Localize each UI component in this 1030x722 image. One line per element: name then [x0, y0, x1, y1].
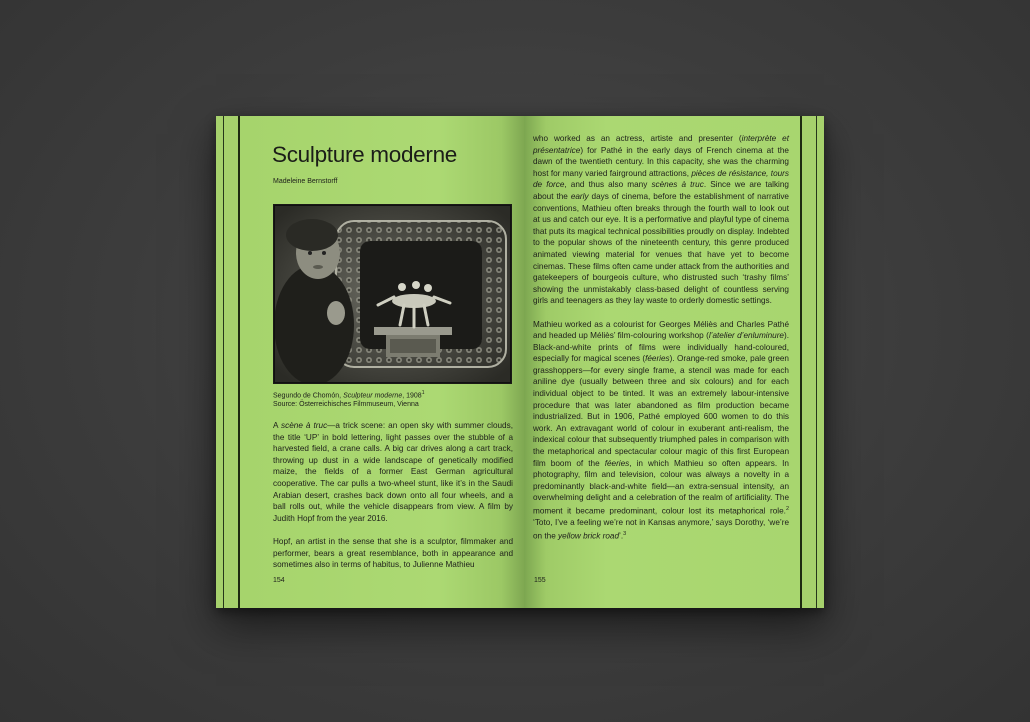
italic-text: early: [570, 191, 589, 201]
film-still-image: [273, 204, 512, 384]
left-page: [240, 116, 524, 608]
left_page-paragraph: [273, 420, 513, 524]
text-run: ). Orange-red smoke, pale green grasshoppers—for every single frame, a stencil was made for each aniline dye (usually between three and six colours) and for each individual object to be tinted. It was an extremely labour-intensive procedure that was later abandoned as film production became industrialized. But in 1906, Pathé employed 600 women to do this work. An extravagant world of colour in exuberant anti-realism, the indexical colour that subsequently triumphed pales in comparison with the metaphorical and spectacular colour magic of this first European film boom of the: [533, 354, 789, 468]
text-run: days of cinema, before the establishment of narrative conventions, Mathieu often breaks through the fourth wall to look out at us and catch our eye. It is a performative and playful type of cinema that puts its magical technical possibilities proudly on display. Indebted to the popular shows of the nineteenth century, this genre produced animated viewing material for venues that have yet to become cinemas. These films often came under attack from the authorities and gatekeepers of bourgeois culture, who distrusted such ‘trashy films’ showing the unmistakably class-based delight of countless serving girls and teenagers as they lay waste to orderly domestic settings.: [533, 191, 789, 306]
book-edge-left: [216, 116, 240, 608]
caption-line-2: Source: Österreichisches Filmmuseum, Vienna: [273, 401, 419, 409]
right-body-text: [533, 133, 789, 554]
caption-film-title: Sculpteur moderne: [343, 392, 403, 400]
text-run: who worked as an actress, artiste and presenter (: [533, 134, 742, 143]
right_page-paragraph: [533, 133, 789, 307]
left-body-text: [273, 420, 513, 582]
text-run: ) for Pathé in the early days of French cinema at the dawn of the twentieth century. In this capacity, she was the charming host for many varied fairground attractions,: [533, 145, 789, 178]
book-edge-right: [800, 116, 824, 608]
text-run: ). Black-and-white prints of films were individually hand-coloured, especially for magical scenes (: [533, 331, 789, 364]
text-run: —a trick scene: an open sky with summer clouds, the title ‘UP’ in bold lettering, light passes over the stubble of a harvested field, a crane calls. A big car drives along a cart track, throwing up dust in a wide landscape of genetically modified maize, the fields of a former East German agricultural cooperative. The car pulls a two-wheel stunt, like it’s in the Saudi Arabian desert, crashes back down onto all four wheels, and a ball rolls out, while the vehicle disappears from view. A film by Judith Hopf from the year 2016.: [273, 421, 513, 523]
footnote-marker: 3: [623, 530, 627, 537]
right_page-paragraph: [533, 319, 789, 543]
italic-text: féeries: [645, 354, 670, 364]
text-run: . Since we are talking about the: [533, 180, 789, 201]
caption-year: , 1908: [402, 392, 422, 400]
film-still-illustration: [274, 205, 511, 383]
figure-caption: [273, 389, 424, 409]
text-run: Mathieu worked as a colourist for Georges Méliès and Charles Pathé and headed up Méliès’ film-colouring workshop (: [533, 319, 789, 341]
italic-text: l’atelier d’enluminure: [708, 331, 784, 341]
page-number-right: 155: [534, 577, 546, 584]
italic-text: interprète et présentatrice: [533, 134, 789, 155]
text-run: Hopf, an artist in the sense that she is a sculptor, filmmaker and performer, bears a great resemblance, both in appearance and sometimes also in terms of habitus, to Julienne Mathieu: [273, 536, 513, 570]
open-book: [216, 116, 824, 608]
caption-line-1: [273, 389, 424, 400]
text-run: ‘Toto, I’ve a feeling we’re not in Kansas anymore,’ says Dorothy, ‘we’re on the: [533, 518, 789, 541]
author-name: Madeleine Bernstorff: [273, 178, 338, 185]
italic-text: pièces de résistance, tours de force: [533, 168, 789, 190]
text-run: A: [273, 421, 282, 430]
italic-text: yellow brick road: [558, 531, 620, 541]
page-number-left: 154: [273, 577, 285, 584]
text-run: , and thus also many: [564, 180, 652, 190]
italic-text: scènes à truc: [651, 180, 704, 190]
caption-credit: Segundo de Chomón,: [273, 392, 344, 400]
italic-text: scène à truc: [281, 421, 328, 430]
right-page: [524, 116, 800, 608]
text-run: , in which Mathieu so often appears. In photography, film and television, colour was always a novelty in a predominantly black-and-white field—an extra-sensual intensity, an overwhelming delight and a celebration of the realm of artificiality. The moment it became predominant, colour lost its metaphorical role.: [533, 458, 789, 516]
italic-text: féeries: [604, 458, 630, 468]
footnote-marker: 2: [785, 506, 789, 512]
chapter-title: Sculpture moderne: [272, 142, 458, 167]
text-run: ’.: [619, 531, 624, 541]
left_page-paragraph: [273, 536, 513, 571]
caption-footnote-marker: 1: [421, 390, 425, 396]
